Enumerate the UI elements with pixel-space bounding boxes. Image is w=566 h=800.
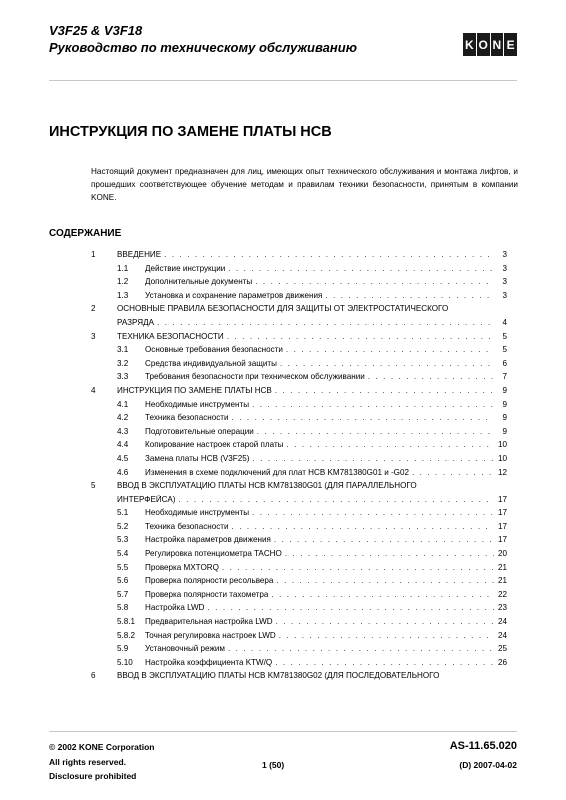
- toc-leader-dots: [412, 468, 494, 477]
- toc-leader-dots: [232, 522, 495, 531]
- toc-entry-page: 7: [502, 372, 507, 382]
- toc-entry-title: Замена платы HCB (V3F25): [145, 453, 250, 463]
- toc-leader-dots: [228, 644, 494, 653]
- toc-leader-dots: [271, 590, 494, 599]
- toc-entry[interactable]: [91, 603, 507, 617]
- toc-entry-number: 4.6: [117, 467, 129, 477]
- footer-divider: [49, 731, 517, 732]
- toc-entry-number: 6: [91, 671, 96, 681]
- toc-entry-number: 5.8: [117, 603, 129, 613]
- toc-entry-page: 5: [502, 345, 507, 355]
- toc-entry[interactable]: [91, 658, 507, 672]
- toc-entry-number: 5.3: [117, 535, 129, 545]
- toc-leader-dots: [207, 603, 494, 612]
- toc-entry-number: 5.1: [117, 508, 129, 518]
- toc-entry-number: 5.5: [117, 562, 129, 572]
- toc-entry-title: Действие инструкции: [145, 263, 226, 273]
- toc-leader-dots: [325, 291, 494, 300]
- header-subtitle: Руководство по техническому обслуживанию: [49, 40, 357, 55]
- toc-entry-title: Регулировка потенциометра TACHO: [145, 549, 282, 559]
- toc-entry[interactable]: [91, 372, 507, 386]
- toc-entry-title: ВВОД В ЭКСПЛУАТАЦИЮ ПЛАТЫ HCB KM781380G01 (ДЛЯ ПАРАЛЛЕЛЬНОГО: [117, 481, 417, 491]
- toc-leader-dots: [164, 250, 494, 259]
- toc-leader-dots: [257, 427, 494, 436]
- toc-entry-title: ОСНОВНЫЕ ПРАВИЛА БЕЗОПАСНОСТИ ДЛЯ ЗАЩИТЫ ОТ ЭЛЕКТРОСТАТИЧЕСКОГО: [117, 304, 449, 314]
- toc-entry-number: 4.4: [117, 440, 129, 450]
- toc-entry-page: 17: [497, 508, 507, 518]
- toc-entry-page: 5: [502, 331, 507, 341]
- toc-entry-page: 12: [497, 467, 507, 477]
- toc-entry[interactable]: [91, 250, 507, 264]
- toc-entry-title: Средства индивидуальной защиты: [145, 358, 277, 368]
- toc-entry-title: Подготовительные операции: [145, 426, 254, 436]
- toc-entry-number: 2: [91, 304, 96, 314]
- toc-entry[interactable]: [91, 481, 507, 495]
- toc-leader-dots: [279, 631, 494, 640]
- toc-entry-number: 5.8.2: [117, 630, 136, 640]
- toc-entry-number: 5.4: [117, 549, 129, 559]
- toc-leader-dots: [274, 535, 494, 544]
- toc-entry-page: 26: [497, 657, 507, 667]
- toc-entry-page: 25: [497, 644, 507, 654]
- toc-entry-title: Техника безопасности: [145, 413, 229, 423]
- toc-entry-page: 23: [497, 603, 507, 613]
- toc-entry-number: 5.2: [117, 521, 129, 531]
- toc-entry[interactable]: [91, 522, 507, 536]
- toc-entry-title: Необходимые инструменты: [145, 508, 250, 518]
- toc-entry[interactable]: [91, 563, 507, 577]
- toc-entry[interactable]: [91, 468, 507, 482]
- toc-entry-title: Предварительная настройка LWD: [145, 617, 273, 627]
- kone-logo: [463, 33, 517, 56]
- toc-entry[interactable]: [91, 590, 507, 604]
- toc-entry-title: Проверка MXTORQ: [145, 562, 219, 572]
- toc-entry[interactable]: [91, 332, 507, 346]
- toc-entry-number: 4.5: [117, 453, 129, 463]
- toc-entry-title: ВВЕДЕНИЕ: [117, 250, 162, 259]
- toc-leader-dots: [252, 508, 494, 517]
- toc-entry-number: 5.8.1: [117, 617, 136, 627]
- logo-letter: O: [477, 33, 490, 56]
- toc-entry-page: 9: [502, 399, 507, 409]
- toc-entry-title: Настройка коэффициента KTW/Q: [145, 657, 273, 667]
- toc-entry-number: 1: [91, 250, 96, 259]
- toc-leader-dots: [275, 658, 494, 667]
- toc-entry[interactable]: [91, 617, 507, 631]
- toc-entry-page: 3: [502, 277, 507, 287]
- toc-entry-number: 1.1: [117, 263, 129, 273]
- footer-doc-number: AS-11.65.020: [449, 740, 517, 752]
- toc-leader-dots: [276, 617, 494, 626]
- toc-leader-dots: [280, 359, 494, 368]
- toc-entry-number: 1.3: [117, 290, 129, 300]
- toc-entry-title: ТЕХНИКА БЕЗОПАСНОСТИ: [117, 331, 224, 341]
- toc-entry[interactable]: [91, 644, 507, 658]
- toc-entry-number: 5.10: [117, 657, 133, 667]
- toc-entry-page: 3: [502, 263, 507, 273]
- toc-entry[interactable]: [91, 291, 507, 305]
- toc-entry-title: Копирование настроек старой платы: [145, 440, 284, 450]
- toc-leader-dots: [232, 413, 495, 422]
- toc-entry-number: 1.2: [117, 277, 129, 287]
- toc-entry-title: Требования безопасности при техническом обслуживании: [145, 372, 365, 382]
- logo-letter: E: [504, 33, 517, 56]
- toc-entry-title: ИНСТРУКЦИЯ ПО ЗАМЕНЕ ПЛАТЫ HCB: [117, 385, 272, 395]
- table-of-contents: [91, 250, 507, 685]
- toc-leader-dots: [252, 454, 494, 463]
- toc-entry-number: 5.9: [117, 644, 129, 654]
- toc-entry-page: 9: [502, 413, 507, 423]
- toc-leader-dots: [276, 576, 494, 585]
- toc-entry-page: 10: [497, 440, 507, 450]
- toc-entry-number: 5.6: [117, 576, 129, 586]
- toc-entry-number: 3.1: [117, 345, 129, 355]
- toc-entry-page: 4: [502, 317, 507, 327]
- footer-page-number: 1 (50): [262, 760, 285, 770]
- toc-entry[interactable]: [91, 386, 507, 400]
- toc-entry[interactable]: [91, 535, 507, 549]
- toc-entry-title: ИНТЕРФЕЙСА): [117, 494, 176, 504]
- toc-entry-page: 21: [497, 562, 507, 572]
- toc-entry[interactable]: [91, 631, 507, 645]
- footer-copyright-block: [49, 740, 154, 784]
- header-model: V3F25 & V3F18: [49, 23, 143, 38]
- toc-entry-page: 21: [497, 576, 507, 586]
- toc-leader-dots: [275, 386, 494, 395]
- footer-disclosure: Disclosure prohibited: [49, 771, 137, 781]
- footer-rights: All rights reserved.: [49, 756, 127, 767]
- intro-paragraph: Настоящий документ предназначен для лиц, имеющих опыт технического обслуживания и монтажа лифтов, и прошедших соответствующее обучение методам и правилам техники безопасности, принятым в компании KONE.: [91, 167, 518, 202]
- toc-entry-page: 17: [497, 535, 507, 545]
- toc-entry-page: 10: [497, 453, 507, 463]
- footer-revision-date: (D) 2007-04-02: [459, 760, 517, 770]
- toc-entry-title: Проверка полярности ресольвера: [145, 576, 274, 586]
- toc-entry-page: 3: [502, 250, 507, 259]
- toc-entry[interactable]: [91, 345, 507, 359]
- toc-entry-title: РАЗРЯДА: [117, 317, 154, 327]
- toc-entry-page: 17: [497, 521, 507, 531]
- toc-entry-title: Основные требования безопасности: [145, 345, 283, 355]
- toc-entry-number: 3.3: [117, 372, 129, 382]
- toc-entry-number: 5.7: [117, 589, 129, 599]
- toc-entry-number: 4.3: [117, 426, 129, 436]
- logo-letter: N: [491, 33, 504, 56]
- toc-entry-title: Установка и сохранение параметров движения: [145, 290, 323, 300]
- footer-copyright: © 2002 KONE Corporation: [49, 742, 155, 752]
- toc-entry-page: 24: [497, 617, 507, 627]
- toc-entry-title: Дополнительные документы: [145, 277, 253, 287]
- toc-leader-dots: [368, 372, 494, 381]
- toc-entry-page: 9: [502, 426, 507, 436]
- toc-entry-title: Настройка LWD: [145, 603, 205, 613]
- toc-entry[interactable]: [91, 671, 507, 685]
- toc-entry-title: Настройка параметров движения: [145, 535, 271, 545]
- toc-entry[interactable]: [91, 304, 507, 318]
- toc-entry-title: Проверка полярности тахометра: [145, 589, 269, 599]
- toc-leader-dots: [255, 277, 494, 286]
- toc-leader-dots: [228, 264, 494, 273]
- toc-entry[interactable]: [91, 427, 507, 441]
- toc-leader-dots: [252, 400, 494, 409]
- toc-entry[interactable]: [91, 440, 507, 454]
- toc-leader-dots: [222, 563, 494, 572]
- header-divider: [49, 80, 517, 81]
- toc-entry-title: Техника безопасности: [145, 521, 229, 531]
- toc-entry[interactable]: [91, 400, 507, 414]
- toc-entry[interactable]: [91, 495, 507, 509]
- toc-entry-page: 3: [502, 290, 507, 300]
- toc-entry-number: 3: [91, 331, 96, 341]
- toc-entry-title: ВВОД В ЭКСПЛУАТАЦИЮ ПЛАТЫ HCB KM781380G02 (ДЛЯ ПОСЛЕДОВАТЕЛЬНОГО: [117, 671, 440, 681]
- toc-entry-number: 3.2: [117, 358, 129, 368]
- logo-letter: K: [463, 33, 476, 56]
- toc-entry-number: 4: [91, 385, 96, 395]
- toc-entry-number: 4.2: [117, 413, 129, 423]
- toc-leader-dots: [178, 495, 494, 504]
- toc-entry[interactable]: [91, 576, 507, 590]
- toc-entry[interactable]: [91, 413, 507, 427]
- document-title: ИНСТРУКЦИЯ ПО ЗАМЕНЕ ПЛАТЫ HCB: [49, 124, 332, 140]
- toc-entry-number: 4.1: [117, 399, 129, 409]
- toc-entry-page: 20: [497, 549, 507, 559]
- toc-entry-number: 5: [91, 481, 96, 491]
- toc-leader-dots: [157, 318, 494, 327]
- toc-entry[interactable]: [91, 264, 507, 278]
- toc-entry-page: 6: [502, 358, 507, 368]
- toc-entry-page: 24: [497, 630, 507, 640]
- toc-entry[interactable]: [91, 454, 507, 468]
- toc-leader-dots: [285, 549, 494, 558]
- toc-entry-title: Изменения в схеме подключений для плат HCB KM781380G01 и -G02: [145, 467, 409, 477]
- toc-entry-title: Необходимые инструменты: [145, 399, 250, 409]
- toc-entry[interactable]: [91, 508, 507, 522]
- toc-entry-title: Установочный режим: [145, 644, 225, 654]
- toc-entry[interactable]: [91, 318, 507, 332]
- toc-heading: СОДЕРЖАНИЕ: [49, 228, 122, 239]
- toc-entry[interactable]: [91, 549, 507, 563]
- toc-entry[interactable]: [91, 359, 507, 373]
- toc-entry-page: 9: [502, 385, 507, 395]
- toc-leader-dots: [227, 332, 494, 341]
- toc-entry[interactable]: [91, 277, 507, 291]
- toc-leader-dots: [286, 440, 494, 449]
- toc-entry-page: 17: [497, 494, 507, 504]
- toc-entry-page: 22: [497, 589, 507, 599]
- toc-leader-dots: [286, 345, 494, 354]
- toc-entry-title: Точная регулировка настроек LWD: [145, 630, 276, 640]
